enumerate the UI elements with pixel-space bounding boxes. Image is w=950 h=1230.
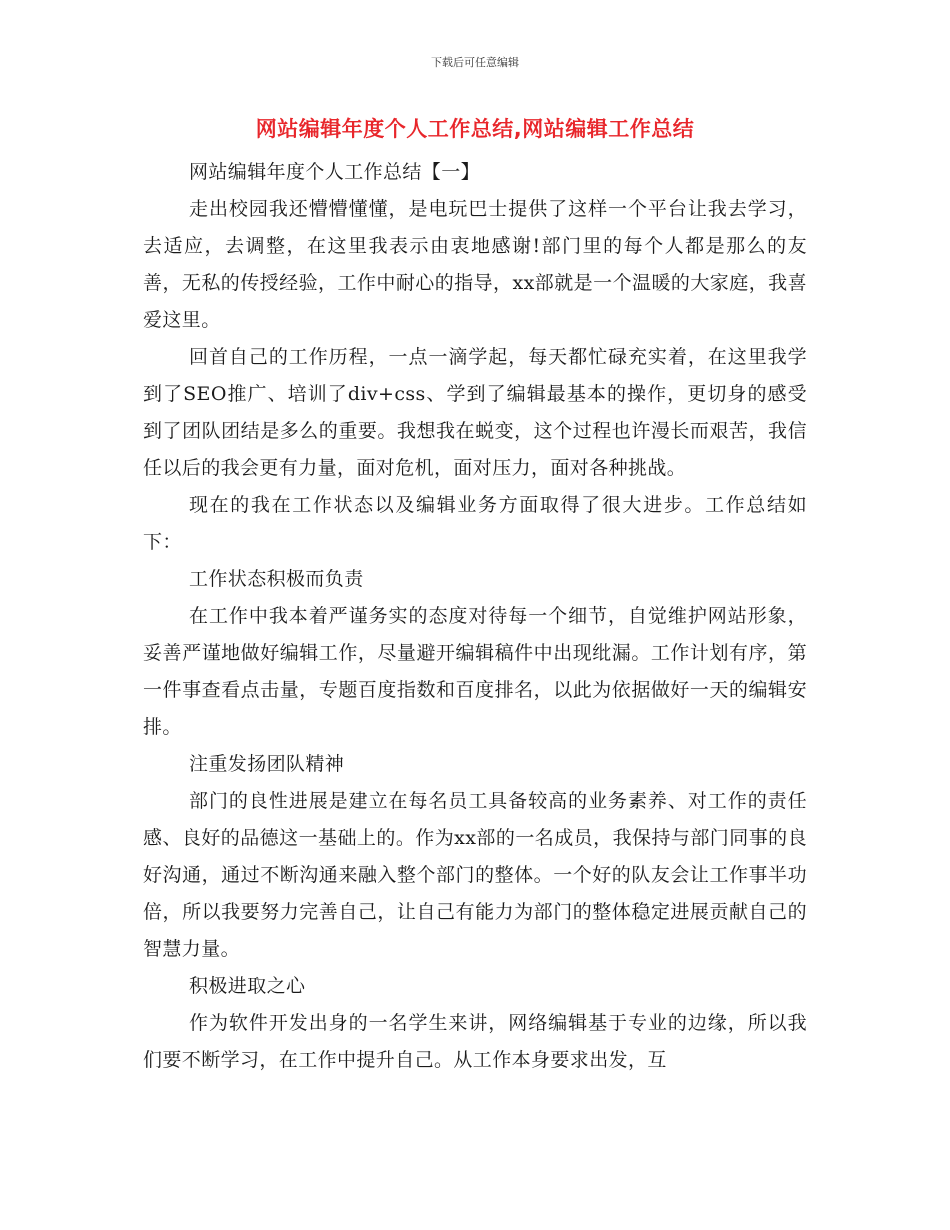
- subheading: 工作状态积极而负责: [189, 568, 364, 590]
- subheading: 积极进取之心: [189, 975, 306, 997]
- paragraph: 作为软件开发出身的一名学生来讲，网络编辑基于专业的边缘，所以我们要不断学习，在工作中提升自己。从工作本身要求出发，互: [143, 1012, 807, 1071]
- document-title: 网站编辑年度个人工作总结,网站编辑工作总结: [255, 117, 695, 141]
- paragraph: 走出校园我还懵懵懂懂，是电玩巴士提供了这样一个平台让我去学习，去适应，去调整，在这里我表示由衷地感谢!部门里的每个人都是那么的友善，无私的传授经验，工作中耐心的指导，xx部就是一个温暖的大家庭，我喜爱这里。: [143, 198, 807, 331]
- section-heading: 网站编辑年度个人工作总结【一】: [189, 161, 481, 183]
- paragraph: 回首自己的工作历程，一点一滴学起，每天都忙碌充实着，在这里我学到了SEO推广、培训了div+css、学到了编辑最基本的操作，更切身的感受到了团队团结是多么的重要。我想我在蜕变，这个过程也许漫长而艰苦，我信任以后的我会更有力量，面对危机，面对压力，面对各种挑战。: [143, 346, 807, 479]
- page-header-note: 下载后可任意编辑: [431, 56, 519, 69]
- paragraph: 在工作中我本着严谨务实的态度对待每一个细节，自觉维护网站形象，妥善严谨地做好编辑工作，尽量避开编辑稿件中出现纰漏。工作计划有序，第一件事查看点击量，专题百度指数和百度排名，以此为依据做好一天的编辑安排。: [143, 605, 807, 738]
- paragraph: 部门的良性进展是建立在每名员工具备较高的业务素养、对工作的责任感、良好的品德这一基础上的。作为xx部的一名成员，我保持与部门同事的良好沟通，通过不断沟通来融入整个部门的整体。一个好的队友会让工作事半功倍，所以我要努力完善自己，让自己有能力为部门的整体稳定进展贡献自己的智慧力量。: [143, 790, 807, 960]
- subheading: 注重发扬团队精神: [189, 753, 345, 775]
- paragraph: 现在的我在工作状态以及编辑业务方面取得了很大进步。工作总结如下：: [143, 494, 807, 553]
- document-body: [143, 154, 807, 1079]
